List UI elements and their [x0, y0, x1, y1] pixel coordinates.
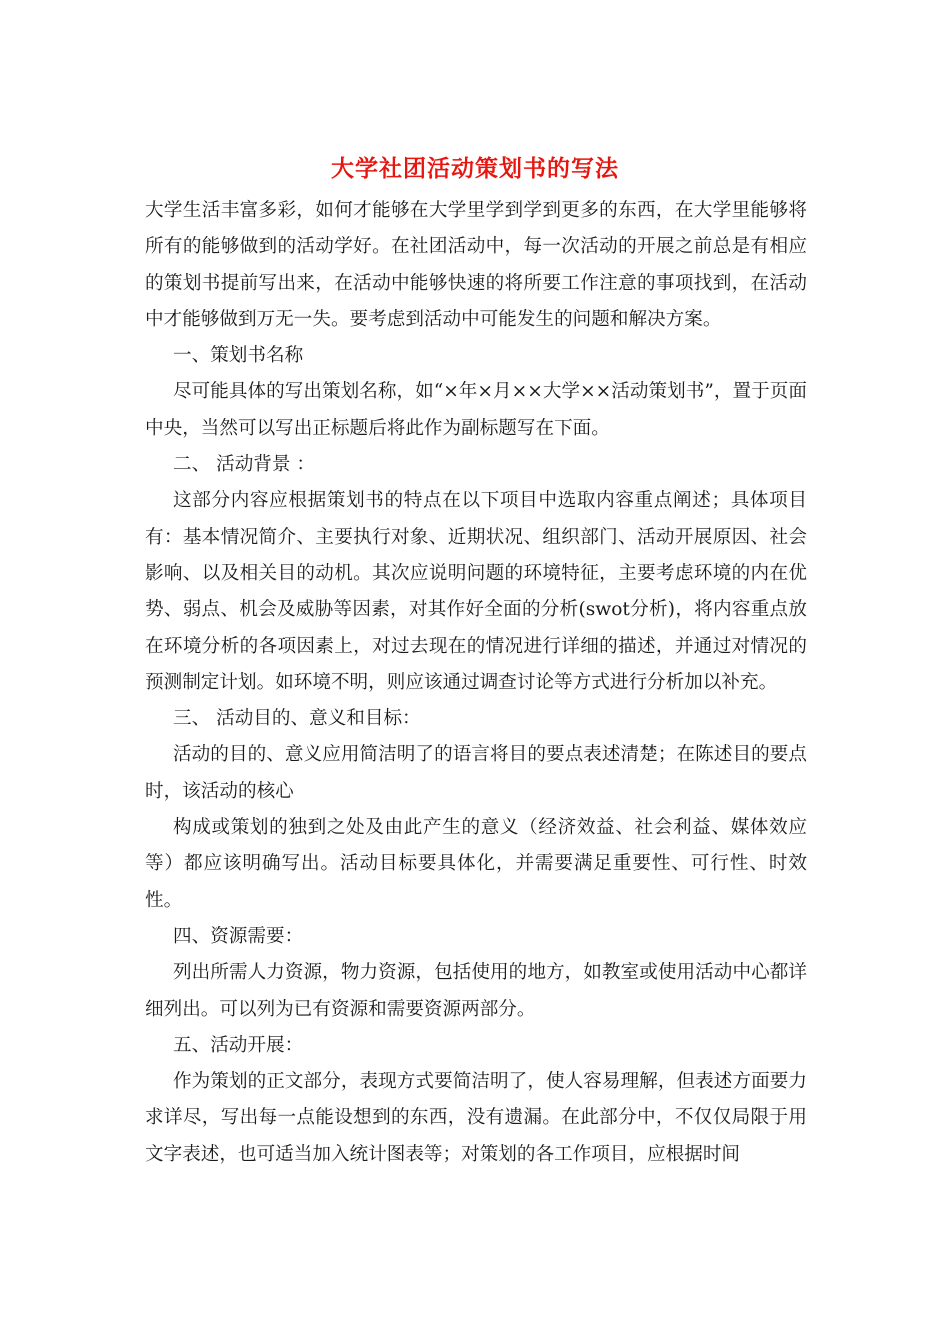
document-body: [145, 193, 807, 1173]
document-title: 大学社团活动策划书的写法: [331, 155, 619, 182]
section-heading-2: 二、 活动背景 ：: [173, 454, 315, 476]
section-paragraph-3b: 构成或策划的独到之处及由此产生的意义（经济效益、社会利益、媒体效应等）都应该明确写出。活动目标要具体化，并需要满足重要性、可行性、时效性。: [145, 817, 807, 911]
section-heading-4: 四、资源需要：: [173, 925, 304, 947]
section-paragraph-4: 列出所需人力资源，物力资源，包括使用的地方，如教室或使用活动中心都详细列出。可以列为已有资源和需要资源两部分。: [145, 962, 807, 1020]
section-paragraph-5: 作为策划的正文部分，表现方式要简洁明了，使人容易理解，但表述方面要力求详尽，写出每一点能设想到的东西，没有遗漏。在此部分中，不仅仅局限于用文字表述，也可适当加入统计图表等；对策划的各工作项目，应根据时间: [145, 1071, 807, 1165]
section-paragraph-3a: 活动的目的、意义应用简洁明了的语言将目的要点表述清楚；在陈述目的要点时，该活动的核心: [145, 744, 807, 802]
section-paragraph-1: 尽可能具体的写出策划名称，如“×年×月××大学××活动策划书”，置于页面中央，当然可以写出正标题后将此作为副标题写在下面。: [145, 381, 807, 439]
section-heading-3: 三、 活动目的、意义和目标：: [173, 708, 421, 730]
section-heading-1: 一、策划书名称: [173, 345, 304, 367]
section-heading-5: 五、活动开展：: [173, 1034, 304, 1056]
section-paragraph-2: 这部分内容应根据策划书的特点在以下项目中选取内容重点阐述；具体项目有：基本情况简介、主要执行对象、近期状况、组织部门、活动开展原因、社会影响、以及相关目的动机。其次应说明问题的环境特征，主要考虑环境的内在优势、弱点、机会及威胁等因素，对其作好全面的分析(swot分析)，将内容重点放在环境分析的各项因素上，对过去现在的情况进行详细的描述，并通过对情况的预测制定计划。如环境不明，则应该通过调查讨论等方式进行分析加以补充。: [145, 490, 807, 693]
intro-paragraph: 大学生活丰富多彩，如何才能够在大学里学到学到更多的东西，在大学里能够将所有的能够做到的活动学好。在社团活动中，每一次活动的开展之前总是有相应的策划书提前写出来，在活动中能够快速的将所要工作注意的事项找到，在活动中才能够做到万无一失。要考虑到活动中可能发生的问题和解决方案。: [145, 200, 807, 330]
